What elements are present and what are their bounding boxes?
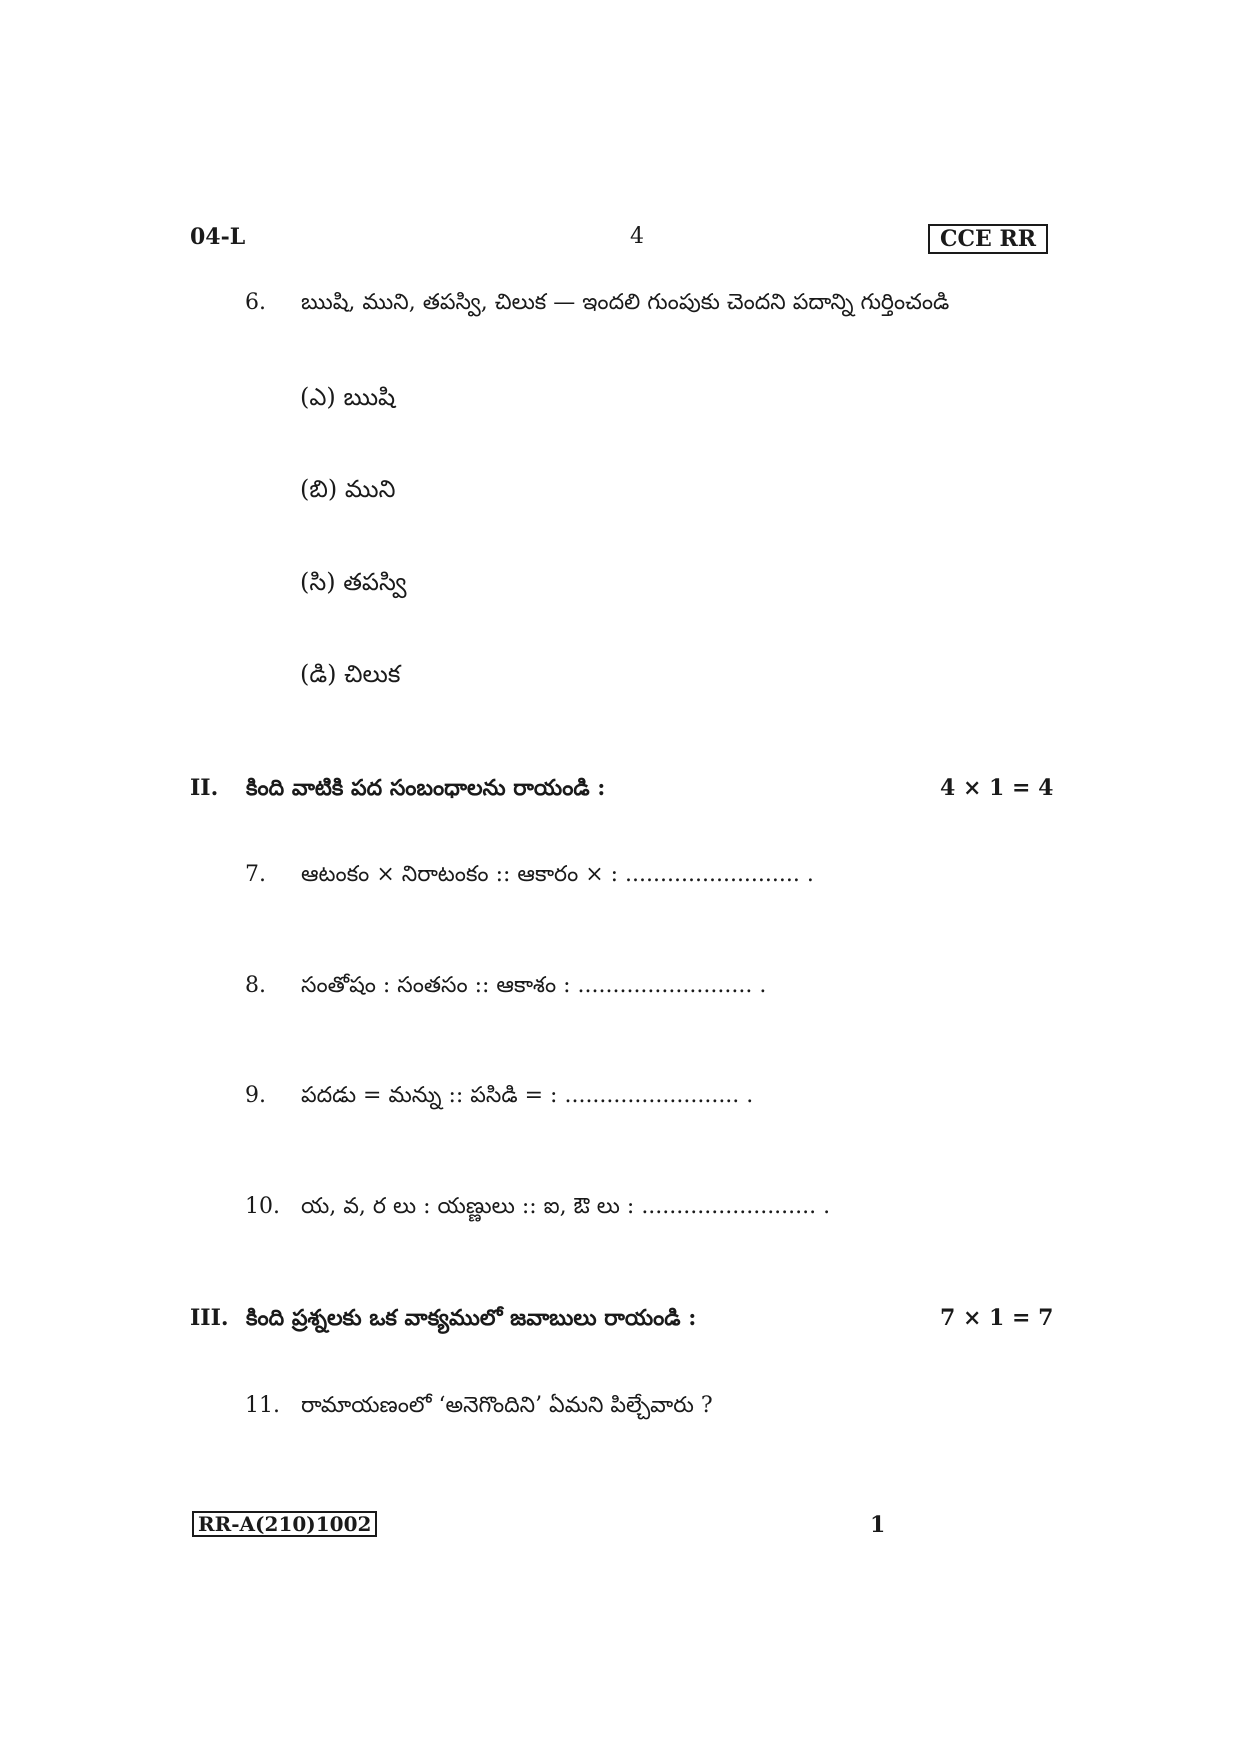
series-box: CCE RR [928,224,1048,254]
question-number: 10. [245,1194,280,1219]
section-number: II. [190,775,219,801]
question-text: య, వ, ర లు : యణ్ణులు :: ఐ, ఔ లు : ......................... . [301,1194,831,1219]
option-label: (డి) [300,660,337,688]
section-2-marks: 4 × 1 = 4 [940,775,1054,801]
option-text: ఋషి [343,383,396,411]
option-text: ముని [344,475,396,503]
question-6 [245,290,949,320]
question-7 [245,862,814,892]
option-c [300,568,407,602]
option-a [300,383,395,417]
section-number: III. [190,1305,229,1331]
option-label: (సి) [300,568,336,596]
question-text: పదడు = మన్ను :: పసిడి = : ......................... . [301,1083,754,1108]
question-text: ఋషి, ముని, తపస్వి, చిలుక — ఇందలి గుంపుకు చెందని పదాన్ని గుర్తించండి [301,290,950,315]
option-label: (బి) [300,475,338,503]
option-d [300,660,400,694]
question-number: 7. [245,862,266,887]
question-number: 11. [245,1393,280,1418]
question-11 [245,1393,713,1423]
paper-code: 04-L [190,224,246,250]
page-number: 4 [630,224,644,249]
option-label: (ఎ) [300,383,336,411]
question-9 [245,1083,753,1113]
question-8 [245,973,766,1003]
option-b [300,475,395,509]
section-2-heading [190,775,605,806]
section-3-marks: 7 × 1 = 7 [940,1305,1054,1331]
question-10 [245,1194,830,1224]
option-text: తపస్వి [343,568,407,596]
question-text: రామాయణంలో ‘అనెగొందిని’ ఏమని పిల్చేవారు ? [301,1393,713,1418]
footer-code-box: RR-A(210)1002 [192,1511,377,1537]
question-text: ఆటంకం × నిరాటంకం :: ఆకారం × : ......................... . [301,862,814,887]
option-text: చిలుక [344,660,401,688]
footer-number: 1 [870,1512,886,1538]
section-title: కింది వాటికి పద సంబంధాలను రాయండి : [246,775,606,801]
section-3-heading [190,1305,696,1336]
question-number: 9. [245,1083,266,1108]
question-number: 8. [245,973,266,998]
question-number: 6. [245,290,266,315]
question-text: సంతోషం : సంతసం :: ఆకాశం : ......................... . [301,973,767,998]
section-title: కింది ప్రశ్నలకు ఒక వాక్యములో జవాబులు రాయండి : [246,1305,697,1331]
